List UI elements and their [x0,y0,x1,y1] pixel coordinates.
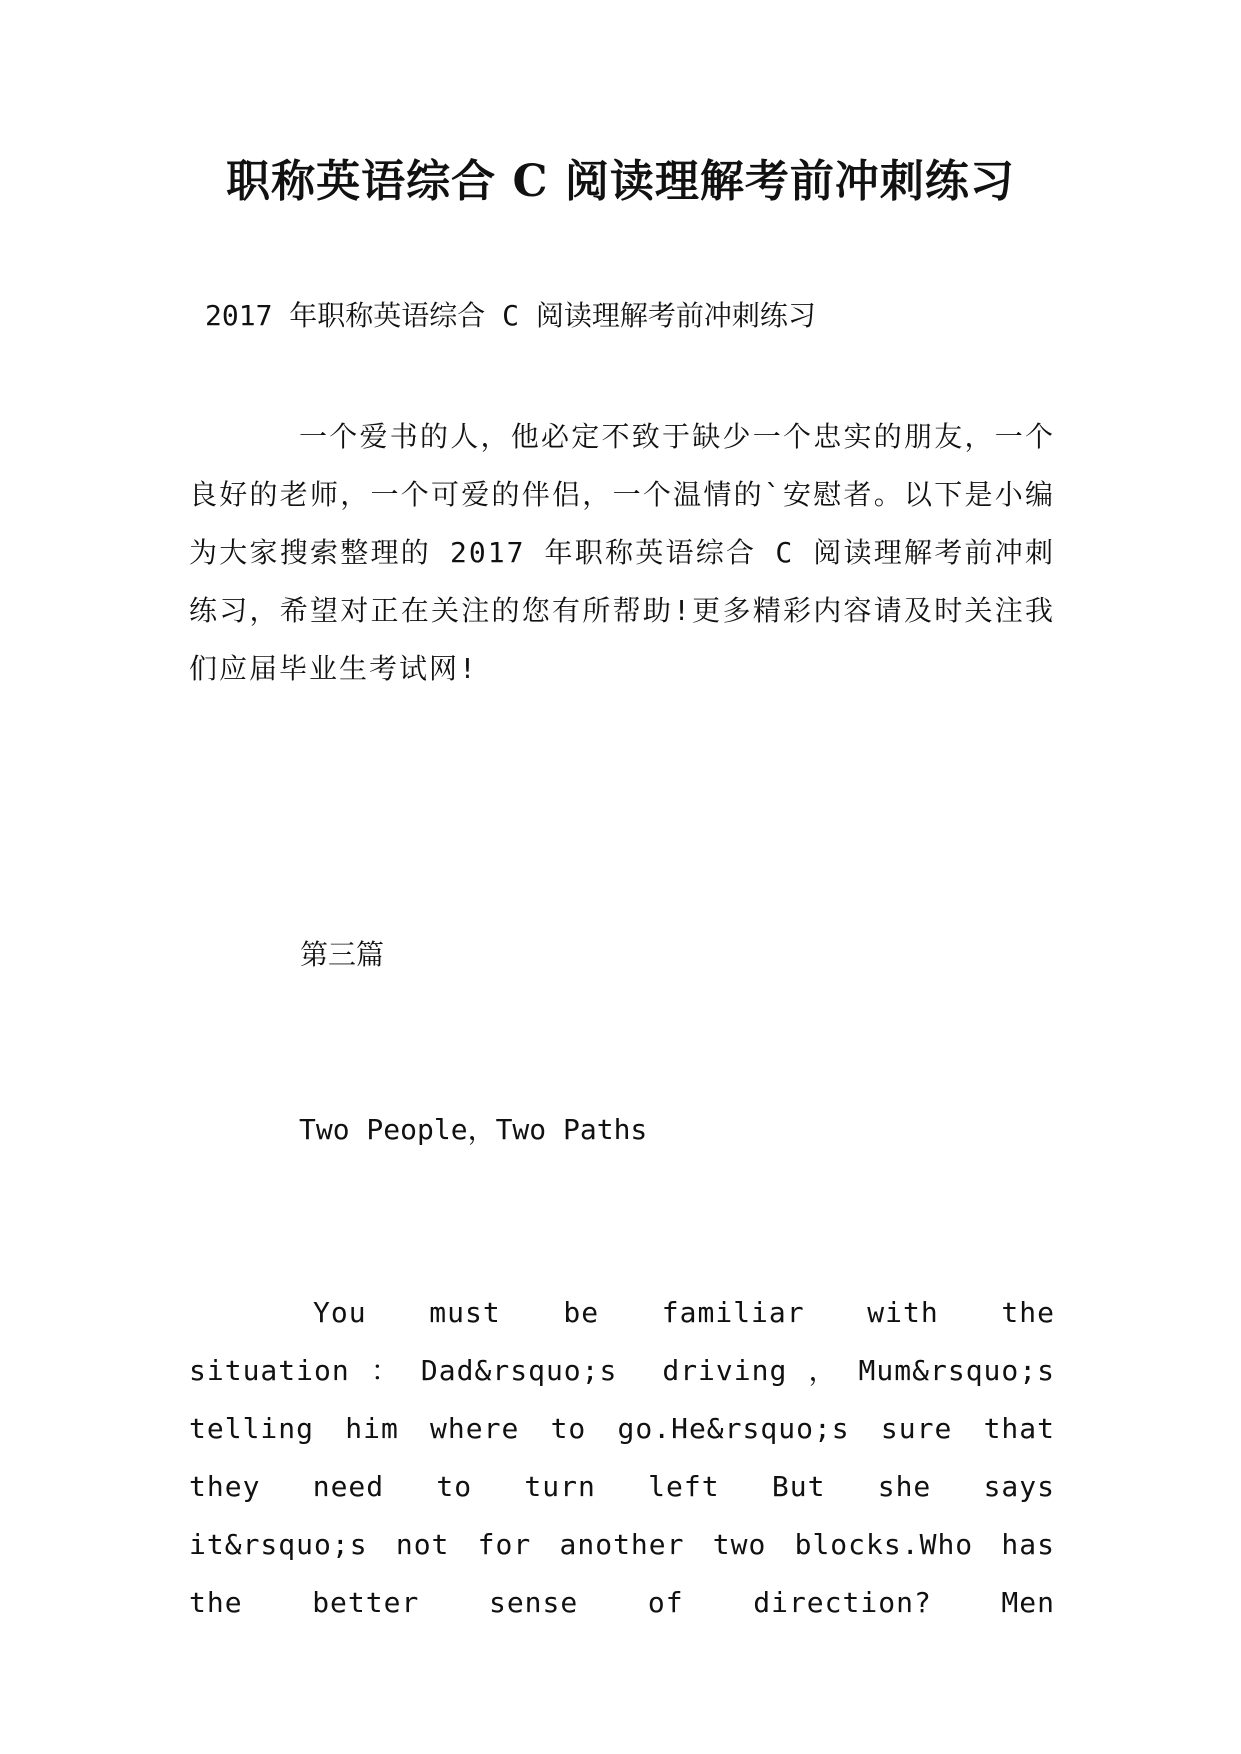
document-title: 职称英语综合 C 阅读理解考前冲刺练习 [226,156,1015,207]
section-label: 第三篇 [300,938,385,971]
intro-paragraph: 一个爱书的人，他必定不致于缺少一个忠实的朋友，一个良好的老师，一个可爱的伴侣，一个温情的`安慰者。以下是小编为大家搜索整理的 2017 年职称英语综合 C 阅读理解考前冲刺练习，希望对正在关注的您有所帮助!更多精彩内容请及时关注我们应届毕业生考试网! [189,420,1055,685]
document-subtitle: 2017 年职称英语综合 C 阅读理解考前冲刺练习 [205,299,816,332]
article-title: Two People，Two Paths [299,1113,648,1146]
article-body-paragraph: You must be familiar with the situation：Dad&rsquo;s driving，Mum&rsquo;s telling him where to go.He&rsquo;s sure that they need to turn left But she says it&rsquo;s not for another two blocks.Who has the better sense of direction? Men [189,1296,1055,1619]
